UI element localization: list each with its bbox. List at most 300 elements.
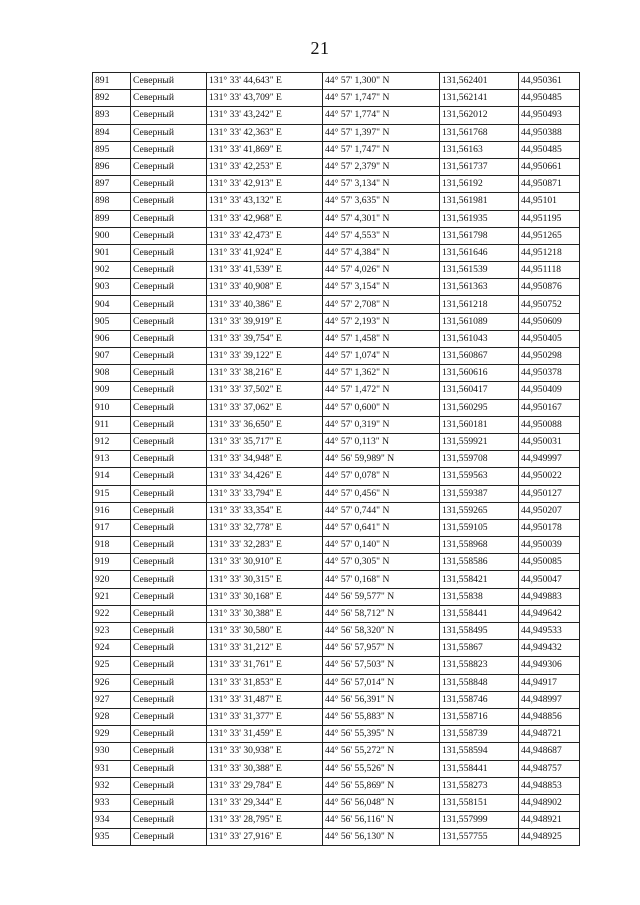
latitude-decimal-cell: 44,949533 <box>519 623 580 640</box>
latitude-dms-cell: 44° 56' 55,395" N <box>323 726 440 743</box>
latitude-dms-cell: 44° 56' 56,048" N <box>323 794 440 811</box>
area-name-cell: Северный <box>131 743 207 760</box>
latitude-dms-cell: 44° 57' 1,472" N <box>323 382 440 399</box>
latitude-dms-cell: 44° 56' 58,712" N <box>323 605 440 622</box>
latitude-dms-cell: 44° 57' 1,300" N <box>323 73 440 90</box>
point-number-cell: 919 <box>93 554 131 571</box>
longitude-decimal-cell: 131,561646 <box>440 244 519 261</box>
longitude-dms-cell: 131° 33' 36,650" E <box>207 416 323 433</box>
area-name-cell: Северный <box>131 519 207 536</box>
longitude-dms-cell: 131° 33' 37,062" E <box>207 399 323 416</box>
area-name-cell: Северный <box>131 812 207 829</box>
longitude-decimal-cell: 131,558968 <box>440 537 519 554</box>
table-row <box>93 296 580 313</box>
latitude-dms-cell: 44° 56' 55,883" N <box>323 708 440 725</box>
longitude-decimal-cell: 131,562141 <box>440 90 519 107</box>
latitude-dms-cell: 44° 57' 2,708" N <box>323 296 440 313</box>
latitude-decimal-cell: 44,948853 <box>519 777 580 794</box>
area-name-cell: Северный <box>131 708 207 725</box>
area-name-cell: Северный <box>131 726 207 743</box>
latitude-decimal-cell: 44,950361 <box>519 73 580 90</box>
point-number-cell: 933 <box>93 794 131 811</box>
longitude-dms-cell: 131° 33' 37,502" E <box>207 382 323 399</box>
point-number-cell: 903 <box>93 279 131 296</box>
longitude-decimal-cell: 131,558586 <box>440 554 519 571</box>
longitude-decimal-cell: 131,561363 <box>440 279 519 296</box>
longitude-dms-cell: 131° 33' 43,132" E <box>207 193 323 210</box>
latitude-decimal-cell: 44,950871 <box>519 176 580 193</box>
latitude-decimal-cell: 44,950178 <box>519 519 580 536</box>
longitude-dms-cell: 131° 33' 31,212" E <box>207 640 323 657</box>
point-number-cell: 925 <box>93 657 131 674</box>
latitude-dms-cell: 44° 57' 0,078" N <box>323 468 440 485</box>
longitude-decimal-cell: 131,559921 <box>440 433 519 450</box>
table-row <box>93 176 580 193</box>
longitude-dms-cell: 131° 33' 33,794" E <box>207 485 323 502</box>
longitude-decimal-cell: 131,558594 <box>440 743 519 760</box>
latitude-decimal-cell: 44,948921 <box>519 812 580 829</box>
table-row <box>93 812 580 829</box>
longitude-decimal-cell: 131,558273 <box>440 777 519 794</box>
longitude-decimal-cell: 131,561768 <box>440 124 519 141</box>
table-row <box>93 141 580 158</box>
table-row <box>93 640 580 657</box>
area-name-cell: Северный <box>131 537 207 554</box>
area-name-cell: Северный <box>131 674 207 691</box>
longitude-dms-cell: 131° 33' 29,344" E <box>207 794 323 811</box>
table-row <box>93 743 580 760</box>
table-row <box>93 691 580 708</box>
table-row <box>93 829 580 846</box>
latitude-decimal-cell: 44,950207 <box>519 502 580 519</box>
point-number-cell: 923 <box>93 623 131 640</box>
longitude-decimal-cell: 131,558421 <box>440 571 519 588</box>
latitude-decimal-cell: 44,950405 <box>519 330 580 347</box>
table-row <box>93 244 580 261</box>
latitude-decimal-cell: 44,949997 <box>519 451 580 468</box>
longitude-dms-cell: 131° 33' 33,354" E <box>207 502 323 519</box>
table-row <box>93 279 580 296</box>
area-name-cell: Северный <box>131 244 207 261</box>
latitude-decimal-cell: 44,950167 <box>519 399 580 416</box>
longitude-decimal-cell: 131,559387 <box>440 485 519 502</box>
latitude-dms-cell: 44° 56' 56,391" N <box>323 691 440 708</box>
area-name-cell: Северный <box>131 176 207 193</box>
area-name-cell: Северный <box>131 829 207 846</box>
area-name-cell: Северный <box>131 262 207 279</box>
table-row <box>93 107 580 124</box>
longitude-decimal-cell: 131,561043 <box>440 330 519 347</box>
area-name-cell: Северный <box>131 107 207 124</box>
longitude-dms-cell: 131° 33' 41,539" E <box>207 262 323 279</box>
latitude-decimal-cell: 44,950876 <box>519 279 580 296</box>
point-number-cell: 894 <box>93 124 131 141</box>
longitude-dms-cell: 131° 33' 32,283" E <box>207 537 323 554</box>
table-row <box>93 794 580 811</box>
table-row <box>93 158 580 175</box>
point-number-cell: 927 <box>93 691 131 708</box>
point-number-cell: 897 <box>93 176 131 193</box>
table-row <box>93 451 580 468</box>
longitude-decimal-cell: 131,55838 <box>440 588 519 605</box>
longitude-decimal-cell: 131,557999 <box>440 812 519 829</box>
longitude-decimal-cell: 131,561935 <box>440 210 519 227</box>
point-number-cell: 912 <box>93 433 131 450</box>
longitude-dms-cell: 131° 33' 43,709" E <box>207 90 323 107</box>
point-number-cell: 895 <box>93 141 131 158</box>
latitude-decimal-cell: 44,949883 <box>519 588 580 605</box>
point-number-cell: 922 <box>93 605 131 622</box>
point-number-cell: 910 <box>93 399 131 416</box>
latitude-dms-cell: 44° 57' 4,026" N <box>323 262 440 279</box>
area-name-cell: Северный <box>131 296 207 313</box>
longitude-decimal-cell: 131,557755 <box>440 829 519 846</box>
point-number-cell: 931 <box>93 760 131 777</box>
latitude-dms-cell: 44° 56' 56,116" N <box>323 812 440 829</box>
area-name-cell: Северный <box>131 433 207 450</box>
latitude-decimal-cell: 44,948721 <box>519 726 580 743</box>
table-row <box>93 313 580 330</box>
area-name-cell: Северный <box>131 588 207 605</box>
area-name-cell: Северный <box>131 124 207 141</box>
longitude-decimal-cell: 131,561539 <box>440 262 519 279</box>
point-number-cell: 911 <box>93 416 131 433</box>
point-number-cell: 908 <box>93 365 131 382</box>
table-row <box>93 726 580 743</box>
area-name-cell: Северный <box>131 399 207 416</box>
point-number-cell: 899 <box>93 210 131 227</box>
area-name-cell: Северный <box>131 313 207 330</box>
latitude-dms-cell: 44° 57' 0,319" N <box>323 416 440 433</box>
longitude-dms-cell: 131° 33' 35,717" E <box>207 433 323 450</box>
table-row <box>93 124 580 141</box>
table-row <box>93 193 580 210</box>
area-name-cell: Северный <box>131 90 207 107</box>
latitude-dms-cell: 44° 56' 56,130" N <box>323 829 440 846</box>
table-row <box>93 519 580 536</box>
longitude-decimal-cell: 131,558441 <box>440 760 519 777</box>
latitude-decimal-cell: 44,948925 <box>519 829 580 846</box>
latitude-decimal-cell: 44,948997 <box>519 691 580 708</box>
longitude-dms-cell: 131° 33' 31,853" E <box>207 674 323 691</box>
point-number-cell: 901 <box>93 244 131 261</box>
longitude-decimal-cell: 131,562012 <box>440 107 519 124</box>
area-name-cell: Северный <box>131 605 207 622</box>
longitude-dms-cell: 131° 33' 42,913" E <box>207 176 323 193</box>
longitude-dms-cell: 131° 33' 30,938" E <box>207 743 323 760</box>
longitude-dms-cell: 131° 33' 29,784" E <box>207 777 323 794</box>
latitude-dms-cell: 44° 56' 55,526" N <box>323 760 440 777</box>
area-name-cell: Северный <box>131 227 207 244</box>
latitude-decimal-cell: 44,950127 <box>519 485 580 502</box>
point-number-cell: 905 <box>93 313 131 330</box>
longitude-decimal-cell: 131,560295 <box>440 399 519 416</box>
longitude-dms-cell: 131° 33' 41,869" E <box>207 141 323 158</box>
longitude-dms-cell: 131° 33' 34,426" E <box>207 468 323 485</box>
latitude-dms-cell: 44° 57' 0,140" N <box>323 537 440 554</box>
area-name-cell: Северный <box>131 571 207 588</box>
longitude-dms-cell: 131° 33' 27,916" E <box>207 829 323 846</box>
latitude-dms-cell: 44° 56' 55,272" N <box>323 743 440 760</box>
point-number-cell: 906 <box>93 330 131 347</box>
longitude-dms-cell: 131° 33' 30,168" E <box>207 588 323 605</box>
latitude-decimal-cell: 44,950047 <box>519 571 580 588</box>
area-name-cell: Северный <box>131 657 207 674</box>
longitude-dms-cell: 131° 33' 39,919" E <box>207 313 323 330</box>
latitude-dms-cell: 44° 57' 3,154" N <box>323 279 440 296</box>
latitude-dms-cell: 44° 57' 1,747" N <box>323 90 440 107</box>
table-row <box>93 623 580 640</box>
longitude-decimal-cell: 131,559563 <box>440 468 519 485</box>
point-number-cell: 893 <box>93 107 131 124</box>
longitude-dms-cell: 131° 33' 30,315" E <box>207 571 323 588</box>
longitude-dms-cell: 131° 33' 31,487" E <box>207 691 323 708</box>
longitude-decimal-cell: 131,559265 <box>440 502 519 519</box>
table-row <box>93 433 580 450</box>
table-row <box>93 210 580 227</box>
table-row <box>93 502 580 519</box>
longitude-decimal-cell: 131,558746 <box>440 691 519 708</box>
table-row <box>93 90 580 107</box>
point-number-cell: 924 <box>93 640 131 657</box>
area-name-cell: Северный <box>131 485 207 502</box>
longitude-decimal-cell: 131,560181 <box>440 416 519 433</box>
point-number-cell: 918 <box>93 537 131 554</box>
area-name-cell: Северный <box>131 691 207 708</box>
area-name-cell: Северный <box>131 365 207 382</box>
latitude-decimal-cell: 44,949306 <box>519 657 580 674</box>
longitude-dms-cell: 131° 33' 42,253" E <box>207 158 323 175</box>
area-name-cell: Северный <box>131 193 207 210</box>
point-number-cell: 896 <box>93 158 131 175</box>
latitude-decimal-cell: 44,950085 <box>519 554 580 571</box>
point-number-cell: 907 <box>93 348 131 365</box>
latitude-decimal-cell: 44,951218 <box>519 244 580 261</box>
latitude-dms-cell: 44° 57' 1,774" N <box>323 107 440 124</box>
longitude-decimal-cell: 131,558495 <box>440 623 519 640</box>
latitude-decimal-cell: 44,948856 <box>519 708 580 725</box>
point-number-cell: 921 <box>93 588 131 605</box>
table-row <box>93 760 580 777</box>
longitude-dms-cell: 131° 33' 42,473" E <box>207 227 323 244</box>
table-row <box>93 365 580 382</box>
area-name-cell: Северный <box>131 416 207 433</box>
coordinates-table-body <box>93 73 580 846</box>
latitude-dms-cell: 44° 57' 0,600" N <box>323 399 440 416</box>
table-row <box>93 416 580 433</box>
area-name-cell: Северный <box>131 623 207 640</box>
longitude-decimal-cell: 131,562401 <box>440 73 519 90</box>
latitude-dms-cell: 44° 56' 59,989" N <box>323 451 440 468</box>
area-name-cell: Северный <box>131 210 207 227</box>
table-row <box>93 262 580 279</box>
latitude-dms-cell: 44° 57' 0,168" N <box>323 571 440 588</box>
point-number-cell: 915 <box>93 485 131 502</box>
latitude-dms-cell: 44° 57' 0,305" N <box>323 554 440 571</box>
longitude-decimal-cell: 131,560616 <box>440 365 519 382</box>
longitude-dms-cell: 131° 33' 30,388" E <box>207 760 323 777</box>
longitude-decimal-cell: 131,561218 <box>440 296 519 313</box>
area-name-cell: Северный <box>131 348 207 365</box>
table-row <box>93 348 580 365</box>
latitude-dms-cell: 44° 57' 3,134" N <box>323 176 440 193</box>
latitude-dms-cell: 44° 57' 4,553" N <box>323 227 440 244</box>
point-number-cell: 928 <box>93 708 131 725</box>
point-number-cell: 932 <box>93 777 131 794</box>
point-number-cell: 935 <box>93 829 131 846</box>
latitude-decimal-cell: 44,950609 <box>519 313 580 330</box>
area-name-cell: Северный <box>131 468 207 485</box>
longitude-dms-cell: 131° 33' 39,122" E <box>207 348 323 365</box>
latitude-dms-cell: 44° 56' 59,577" N <box>323 588 440 605</box>
table-row <box>93 330 580 347</box>
longitude-dms-cell: 131° 33' 44,643" E <box>207 73 323 90</box>
longitude-dms-cell: 131° 33' 31,459" E <box>207 726 323 743</box>
point-number-cell: 913 <box>93 451 131 468</box>
latitude-dms-cell: 44° 57' 4,301" N <box>323 210 440 227</box>
table-row <box>93 399 580 416</box>
table-row <box>93 708 580 725</box>
latitude-decimal-cell: 44,950378 <box>519 365 580 382</box>
latitude-decimal-cell: 44,951118 <box>519 262 580 279</box>
longitude-decimal-cell: 131,558739 <box>440 726 519 743</box>
latitude-decimal-cell: 44,950088 <box>519 416 580 433</box>
longitude-decimal-cell: 131,561798 <box>440 227 519 244</box>
latitude-decimal-cell: 44,950485 <box>519 90 580 107</box>
latitude-dms-cell: 44° 56' 58,320" N <box>323 623 440 640</box>
point-number-cell: 914 <box>93 468 131 485</box>
longitude-dms-cell: 131° 33' 38,216" E <box>207 365 323 382</box>
latitude-dms-cell: 44° 56' 55,869" N <box>323 777 440 794</box>
table-row <box>93 571 580 588</box>
latitude-decimal-cell: 44,949642 <box>519 605 580 622</box>
latitude-decimal-cell: 44,950388 <box>519 124 580 141</box>
area-name-cell: Северный <box>131 794 207 811</box>
latitude-dms-cell: 44° 57' 1,362" N <box>323 365 440 382</box>
point-number-cell: 930 <box>93 743 131 760</box>
area-name-cell: Северный <box>131 640 207 657</box>
latitude-dms-cell: 44° 57' 0,113" N <box>323 433 440 450</box>
area-name-cell: Северный <box>131 279 207 296</box>
longitude-dms-cell: 131° 33' 34,948" E <box>207 451 323 468</box>
point-number-cell: 891 <box>93 73 131 90</box>
table-row <box>93 537 580 554</box>
point-number-cell: 934 <box>93 812 131 829</box>
table-row <box>93 554 580 571</box>
point-number-cell: 916 <box>93 502 131 519</box>
longitude-dms-cell: 131° 33' 41,924" E <box>207 244 323 261</box>
longitude-dms-cell: 131° 33' 39,754" E <box>207 330 323 347</box>
latitude-decimal-cell: 44,950485 <box>519 141 580 158</box>
table-row <box>93 588 580 605</box>
longitude-dms-cell: 131° 33' 43,242" E <box>207 107 323 124</box>
point-number-cell: 902 <box>93 262 131 279</box>
longitude-dms-cell: 131° 33' 28,795" E <box>207 812 323 829</box>
area-name-cell: Северный <box>131 554 207 571</box>
area-name-cell: Северный <box>131 451 207 468</box>
area-name-cell: Северный <box>131 158 207 175</box>
longitude-decimal-cell: 131,559105 <box>440 519 519 536</box>
longitude-decimal-cell: 131,558151 <box>440 794 519 811</box>
latitude-decimal-cell: 44,950298 <box>519 348 580 365</box>
longitude-decimal-cell: 131,560417 <box>440 382 519 399</box>
latitude-dms-cell: 44° 57' 4,384" N <box>323 244 440 261</box>
latitude-decimal-cell: 44,949432 <box>519 640 580 657</box>
point-number-cell: 909 <box>93 382 131 399</box>
latitude-decimal-cell: 44,948757 <box>519 760 580 777</box>
latitude-dms-cell: 44° 56' 57,503" N <box>323 657 440 674</box>
area-name-cell: Северный <box>131 141 207 158</box>
latitude-decimal-cell: 44,94917 <box>519 674 580 691</box>
longitude-decimal-cell: 131,561089 <box>440 313 519 330</box>
latitude-dms-cell: 44° 57' 0,744" N <box>323 502 440 519</box>
longitude-decimal-cell: 131,558441 <box>440 605 519 622</box>
longitude-decimal-cell: 131,558848 <box>440 674 519 691</box>
latitude-decimal-cell: 44,950752 <box>519 296 580 313</box>
longitude-decimal-cell: 131,56163 <box>440 141 519 158</box>
latitude-decimal-cell: 44,95101 <box>519 193 580 210</box>
latitude-decimal-cell: 44,950409 <box>519 382 580 399</box>
table-row <box>93 777 580 794</box>
point-number-cell: 929 <box>93 726 131 743</box>
longitude-dms-cell: 131° 33' 30,580" E <box>207 623 323 640</box>
latitude-dms-cell: 44° 57' 1,747" N <box>323 141 440 158</box>
latitude-dms-cell: 44° 57' 3,635" N <box>323 193 440 210</box>
area-name-cell: Северный <box>131 73 207 90</box>
point-number-cell: 900 <box>93 227 131 244</box>
area-name-cell: Северный <box>131 760 207 777</box>
longitude-dms-cell: 131° 33' 30,910" E <box>207 554 323 571</box>
page-number: 21 <box>310 38 330 58</box>
longitude-decimal-cell: 131,56192 <box>440 176 519 193</box>
latitude-dms-cell: 44° 57' 1,458" N <box>323 330 440 347</box>
latitude-dms-cell: 44° 57' 0,456" N <box>323 485 440 502</box>
latitude-decimal-cell: 44,951265 <box>519 227 580 244</box>
longitude-dms-cell: 131° 33' 32,778" E <box>207 519 323 536</box>
table-row <box>93 657 580 674</box>
latitude-dms-cell: 44° 57' 2,379" N <box>323 158 440 175</box>
longitude-dms-cell: 131° 33' 31,377" E <box>207 708 323 725</box>
longitude-dms-cell: 131° 33' 30,388" E <box>207 605 323 622</box>
table-row <box>93 227 580 244</box>
latitude-decimal-cell: 44,950039 <box>519 537 580 554</box>
area-name-cell: Северный <box>131 502 207 519</box>
longitude-decimal-cell: 131,558823 <box>440 657 519 674</box>
latitude-dms-cell: 44° 57' 1,074" N <box>323 348 440 365</box>
longitude-decimal-cell: 131,561737 <box>440 158 519 175</box>
area-name-cell: Северный <box>131 382 207 399</box>
latitude-decimal-cell: 44,950493 <box>519 107 580 124</box>
longitude-dms-cell: 131° 33' 40,386" E <box>207 296 323 313</box>
latitude-dms-cell: 44° 57' 0,641" N <box>323 519 440 536</box>
latitude-decimal-cell: 44,951195 <box>519 210 580 227</box>
longitude-dms-cell: 131° 33' 40,908" E <box>207 279 323 296</box>
longitude-dms-cell: 131° 33' 31,761" E <box>207 657 323 674</box>
table-row <box>93 468 580 485</box>
longitude-decimal-cell: 131,558716 <box>440 708 519 725</box>
latitude-dms-cell: 44° 57' 1,397" N <box>323 124 440 141</box>
latitude-decimal-cell: 44,948687 <box>519 743 580 760</box>
table-row <box>93 382 580 399</box>
point-number-cell: 920 <box>93 571 131 588</box>
point-number-cell: 917 <box>93 519 131 536</box>
point-number-cell: 926 <box>93 674 131 691</box>
longitude-dms-cell: 131° 33' 42,968" E <box>207 210 323 227</box>
longitude-dms-cell: 131° 33' 42,363" E <box>207 124 323 141</box>
coordinates-table <box>92 72 580 846</box>
table-row <box>93 605 580 622</box>
longitude-decimal-cell: 131,55867 <box>440 640 519 657</box>
